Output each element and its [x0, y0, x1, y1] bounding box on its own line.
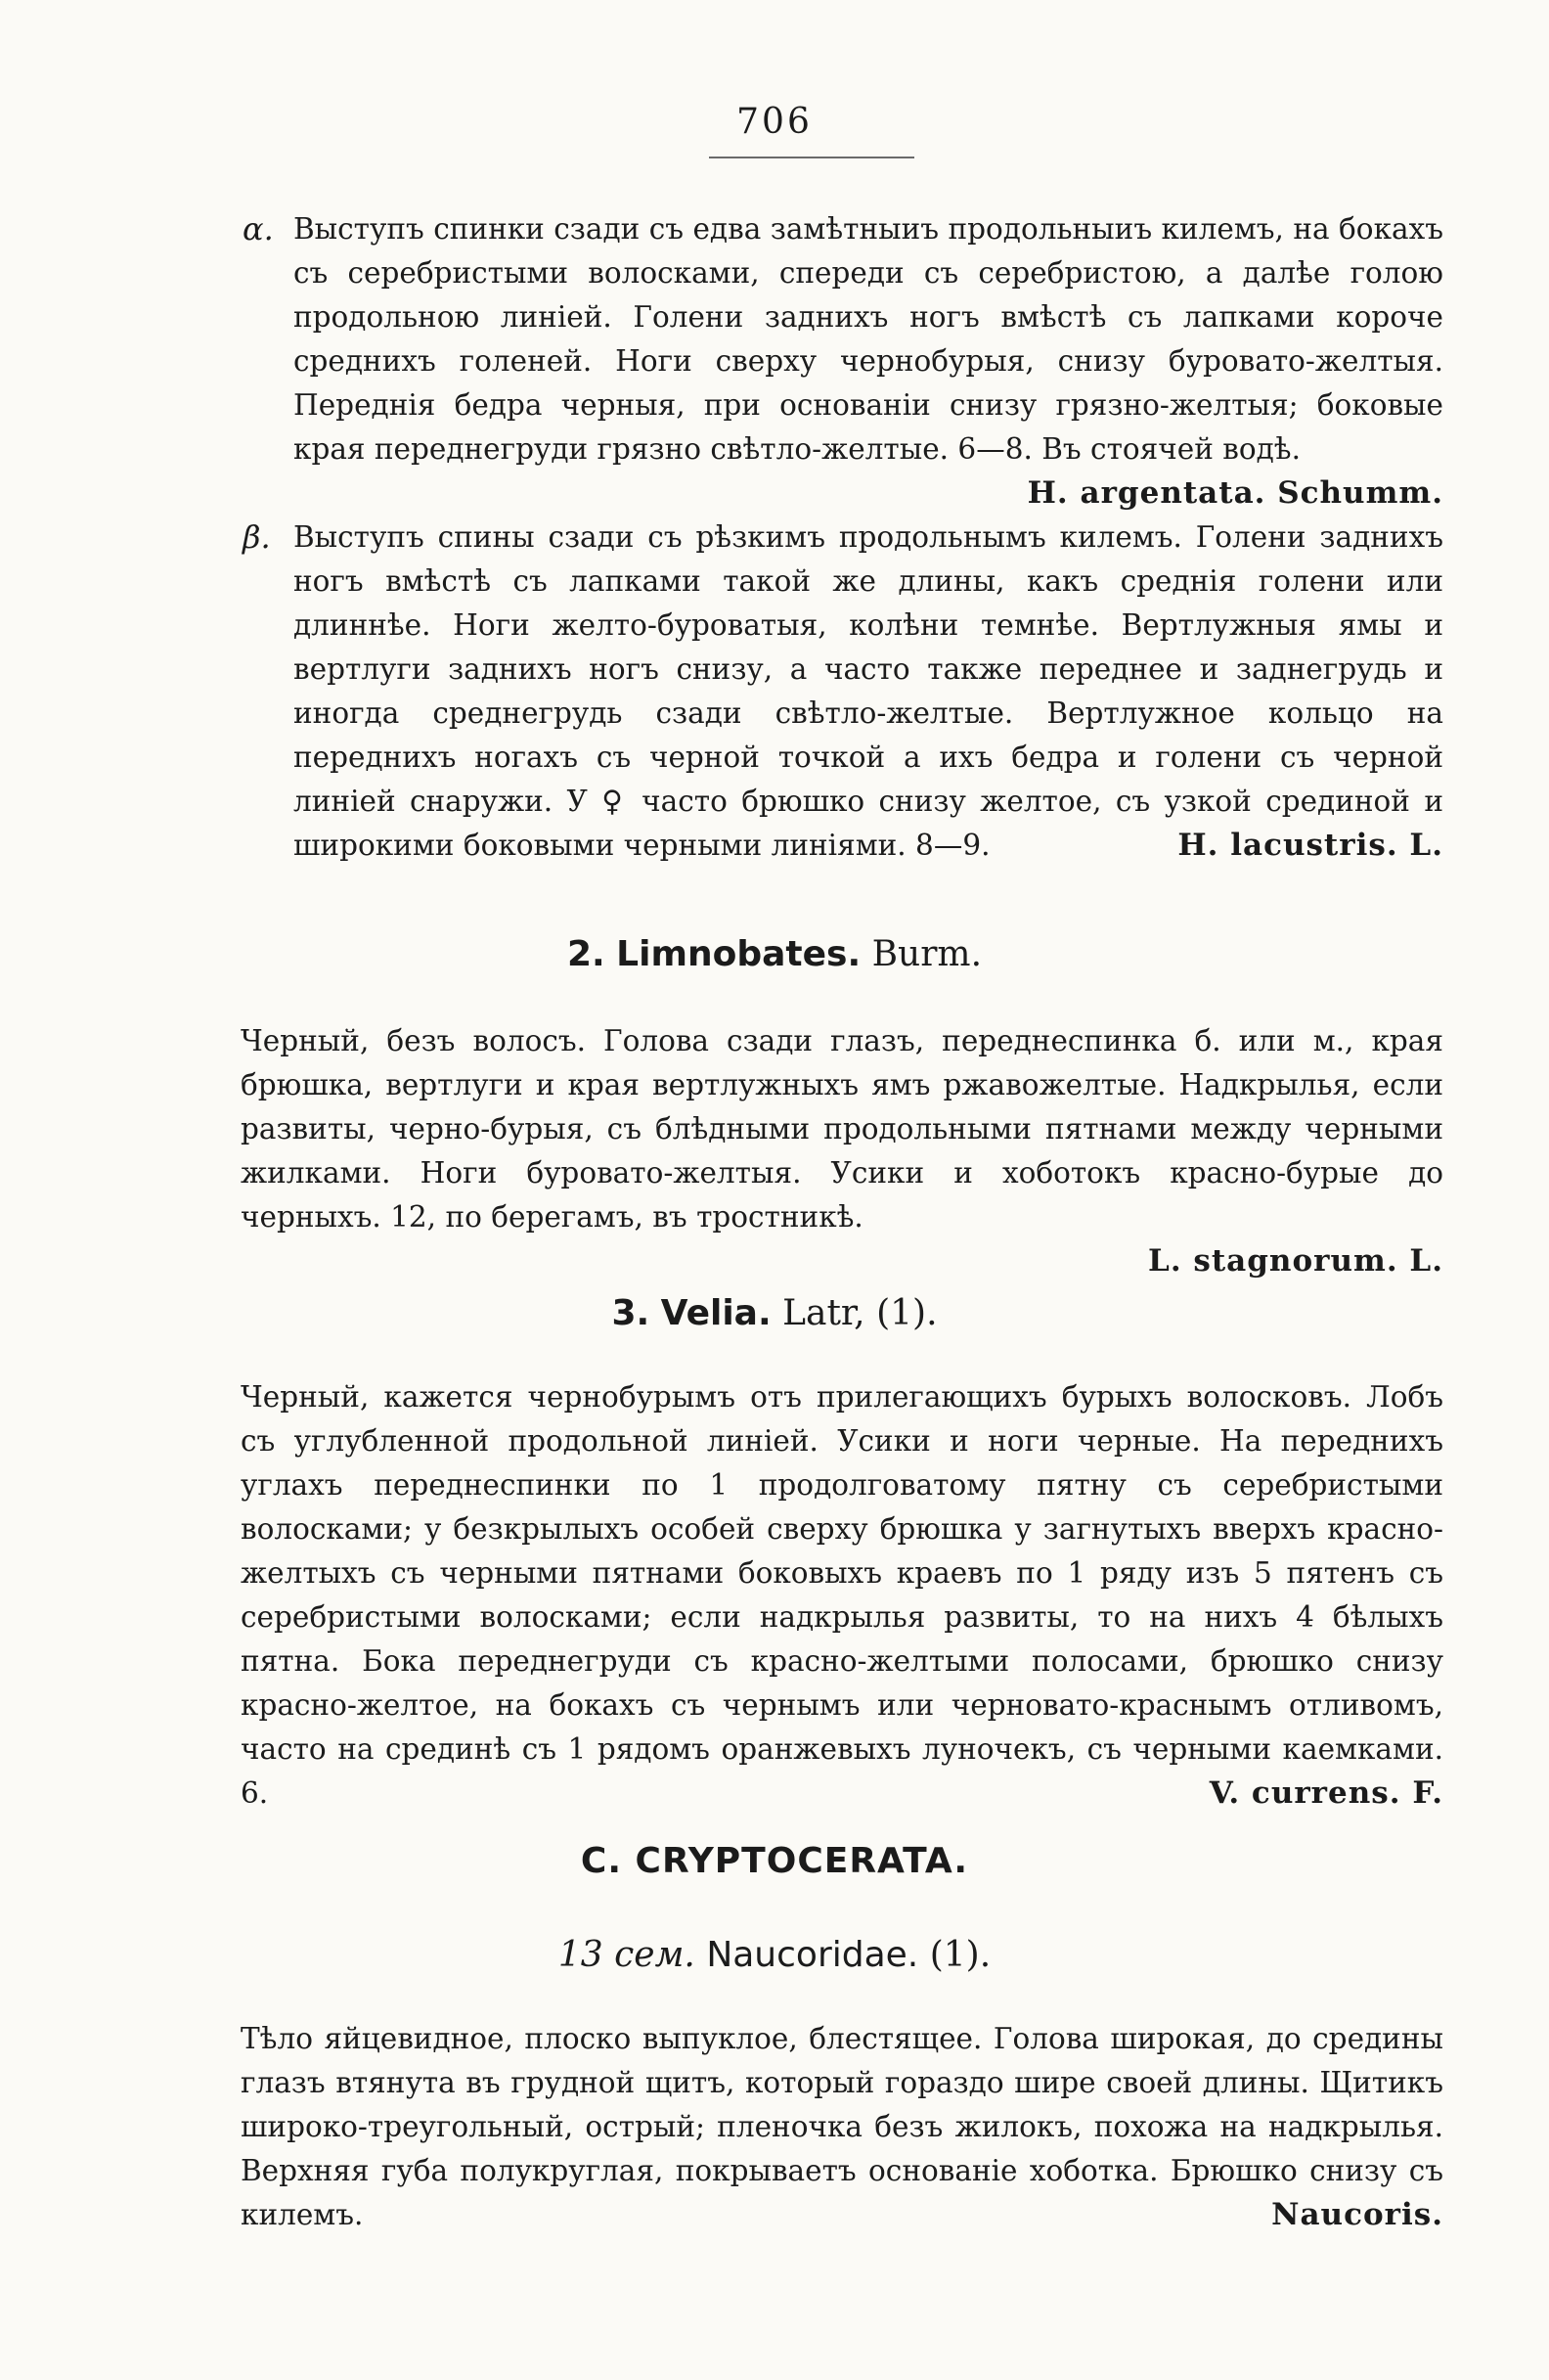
section-heading-cryptocerata: C. CRYPTOCERATA. [580, 1841, 969, 1881]
greek-marker-alpha: α. [243, 210, 274, 247]
entry-alpha [243, 207, 1443, 516]
family-name: Naucoridae. [706, 1935, 919, 1975]
header-rule [709, 157, 914, 158]
species-name-lacustris: H. lacustris. L. [1177, 828, 1443, 863]
genus-author: Burm. [871, 934, 983, 974]
entry-limnobates [241, 1019, 1443, 1283]
page-number: 706 [736, 102, 813, 142]
greek-marker-beta: β. [243, 518, 271, 556]
genus-heading-limnobates [0, 934, 1549, 974]
family-count: (1). [929, 1935, 992, 1975]
entry-alpha-text: Выступъ спинки сзади съ едва замѣтныиъ продольныиъ килемъ, на бокахъ съ серебристыми волосками, спереди съ серебристою, а далѣе голою продольною линiей. Голени заднихъ ногъ вмѣстѣ съ лапками короче среднихъ голеней. Ноги сверху чернобурыя, снизу буровато-желтыя. Переднiя бедра черныя, при основанiи снизу грязно-желтыя; боковые края переднегруди грязно свѣтло-желтые. 6—8. Въ стоячей водѣ. [293, 212, 1443, 466]
entry-beta-text: Выступъ спины сзади съ рѣзкимъ продольнымъ килемъ. Голени заднихъ ногъ вмѣстѣ съ лапками такой же длины, какъ среднiя голени или длиннѣе. Ноги желто-буроватыя, колѣни темнѣе. Вертлужныя ямы и вертлуги заднихъ ногъ снизу, а часто также переднее и заднегрудь и иногда среднегрудь сзади свѣтло-желтые. Вертлужное кольцо на переднихъ ногахъ съ черной точкой а ихъ бедра и голени съ черной линiей снаружи. У ♀ часто брюшко снизу желтое, съ узкой срединой и широкими боковыми черными линiями. 8—9. [293, 520, 1443, 862]
species-name-currens: V. currens. F. [1209, 1775, 1443, 1811]
species-name-argentata: H. argentata. Schumm. [1027, 475, 1443, 511]
entry-naucoridae [241, 2017, 1443, 2237]
entry-limnobates-text: Черный, безъ волосъ. Голова сзади глазъ, переднеспинка б. или м., края брюшка, вертлуги и края вертлужныхъ ямъ ржавожелтые. Надкрылья, если развиты, черно-бурыя, съ блѣдными продольными пятнами между черными жилками. Ноги буровато-желтыя. Усики и хоботокъ красно-бурые до черныхъ. 12, по берегамъ, въ тростникѣ. [241, 1024, 1443, 1234]
entry-beta [243, 516, 1443, 868]
entry-velia-text: Черный, кажется чернобурымъ отъ прилегающихъ бурыхъ волосковъ. Лобъ съ углубленной продольной линiей. Усики и ноги черные. На переднихъ углахъ переднеспинки по 1 продолговатому пятну съ серебристыми волосками; у безкрылыхъ особей сверху брюшка у загнутыхъ вверхъ красно-желтыхъ съ черными пятнами боковыхъ краевъ по 1 ряду изъ 5 пятенъ съ серебристыми волосками; если надкрылья развиты, то на нихъ 4 бѣлыхъ пятна. Бока переднегруди съ красно-желтыми полосами, брюшко снизу красно-желтое, на бокахъ съ чернымъ или черновато-краснымъ отливомъ, часто на срединѣ съ 1 рядомъ оранжевыхъ луночекъ, съ черными каемками. 6. [241, 1380, 1443, 1810]
genus-name: Limnobates. [616, 934, 862, 974]
entry-velia [241, 1375, 1443, 1816]
entry-naucoridae-text: Тѣло яйцевидное, плоско выпуклое, блестящее. Голова широкая, до средины глазъ втянута въ грудной щитъ, который гораздо шире своей длины. Щитикъ широко-треугольный, острый; пленочка безъ жилокъ, похожа на надкрылья. Верхняя губа полукруглая, покрываетъ основанiе хоботка. Брюшко снизу съ килемъ. [241, 2022, 1443, 2231]
genus-name: Velia. [660, 1293, 772, 1333]
species-name-stagnorum: L. stagnorum. L. [1148, 1243, 1443, 1279]
genus-author: Latr, (1). [782, 1293, 938, 1333]
genus-name-naucoris: Naucoris. [1271, 2197, 1443, 2232]
family-number: 13 сем. [557, 1935, 695, 1975]
family-heading-naucoridae [0, 1935, 1549, 1975]
genus-number: 3. [611, 1293, 650, 1333]
genus-number: 2. [566, 934, 605, 974]
genus-heading-velia [0, 1293, 1549, 1333]
